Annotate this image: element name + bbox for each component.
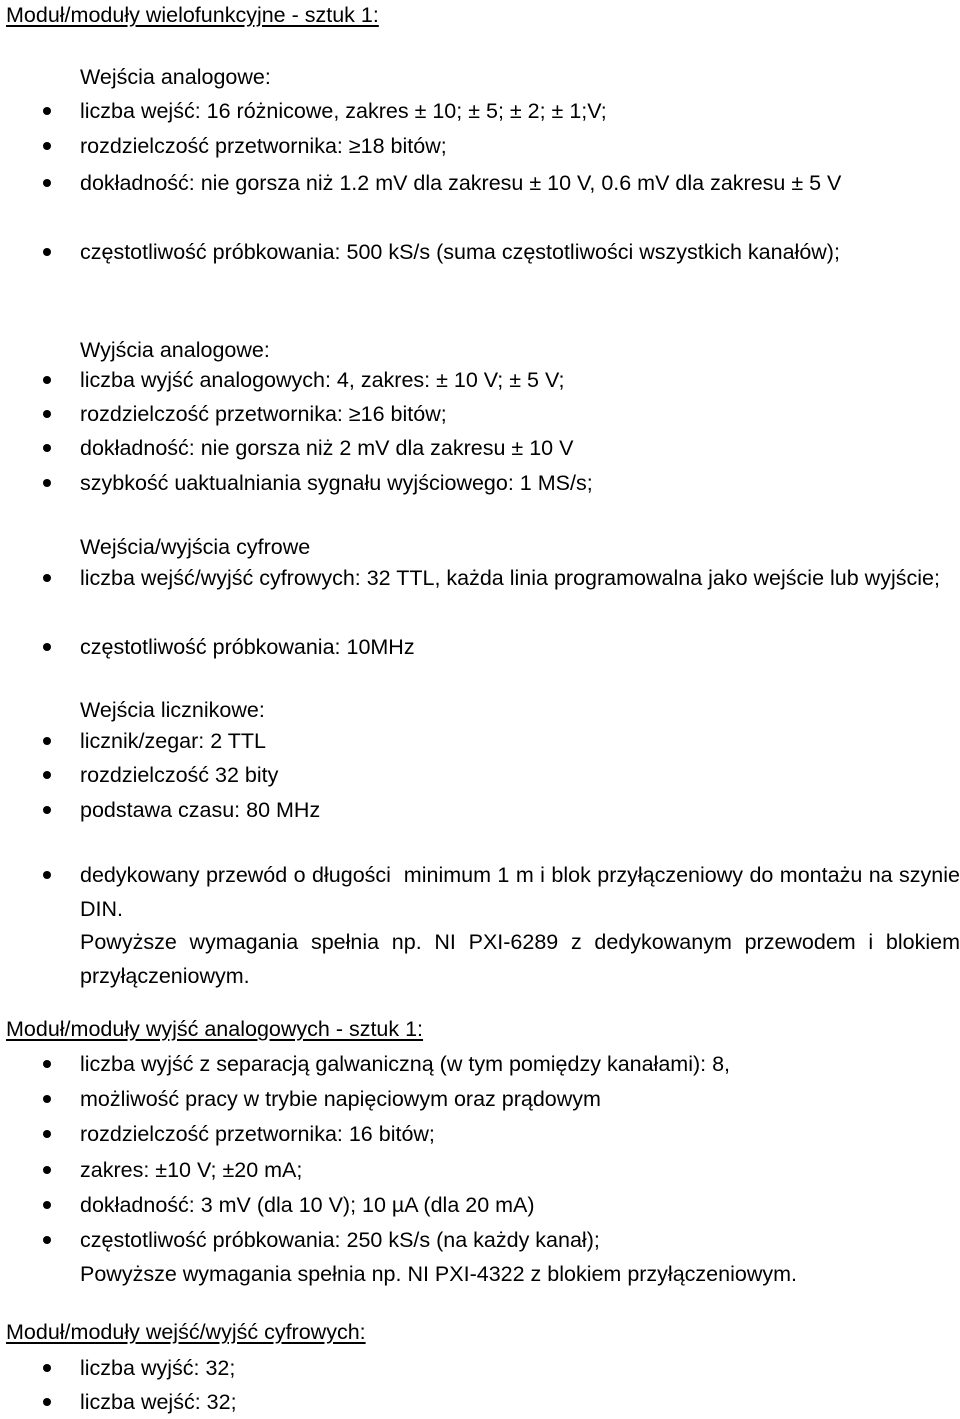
subheading-digital-io: Wejścia/wyjścia cyfrowe — [80, 535, 311, 559]
list-item: liczba wyjść analogowych: 4, zakres: ± 10 V; ± 5 V; — [80, 363, 960, 397]
list-item: rozdzielczość przetwornika: ≥16 bitów; — [80, 397, 960, 431]
note-multifunction: Powyższe wymagania spełnia np. NI PXI-6289 z dedykowanym przewodem i blokiem przyłączeniowym. — [80, 930, 960, 988]
section-heading-multifunction: Moduł/moduły wielofunkcyjne - sztuk 1: — [6, 3, 379, 27]
list-item: rozdzielczość 32 bity — [80, 758, 960, 792]
list-item-cable: dedykowany przewód o długości minimum 1 m i blok przyłączeniowy do montażu na szynie DIN. — [80, 858, 960, 926]
list-item: liczba wejść: 16 różnicowe, zakres ± 10; ± 5; ± 2; ± 1;V; — [80, 94, 960, 128]
list-item: zakres: ±10 V; ±20 mA; — [80, 1153, 960, 1187]
list-item: liczba wejść: 32; — [80, 1385, 960, 1419]
list-item: licznik/zegar: 2 TTL — [80, 724, 960, 758]
list-item: dokładność: nie gorsza niż 1.2 mV dla zakresu ± 10 V, 0.6 mV dla zakresu ± 5 V — [80, 166, 960, 200]
list-item: dokładność: nie gorsza niż 2 mV dla zakresu ± 10 V — [80, 431, 960, 465]
subheading-analog-inputs: Wejścia analogowe: — [80, 65, 271, 89]
section-heading-analog-outputs: Moduł/moduły wyjść analogowych - sztuk 1: — [6, 1017, 424, 1041]
list-item: szybkość uaktualniania sygnału wyjściowego: 1 MS/s; — [80, 466, 960, 500]
list-item: liczba wyjść: 32; — [80, 1351, 960, 1385]
list-item: częstotliwość próbkowania: 10MHz — [80, 630, 960, 664]
list-item: rozdzielczość przetwornika: ≥18 bitów; — [80, 129, 960, 163]
list-item: rozdzielczość przetwornika: 16 bitów; — [80, 1117, 960, 1151]
list-item: częstotliwość próbkowania: 250 kS/s (na każdy kanał); — [80, 1223, 960, 1257]
list-item: liczba wejść/wyjść cyfrowych: 32 TTL, każda linia programowalna jako wejście lub wyjście; — [80, 561, 960, 595]
list-item: podstawa czasu: 80 MHz — [80, 793, 960, 827]
note-analog-outputs: Powyższe wymagania spełnia np. NI PXI-4322 z blokiem przyłączeniowym. — [80, 1262, 797, 1286]
list-item: liczba wyjść z separacją galwaniczną (w tym pomiędzy kanałami): 8, — [80, 1047, 960, 1081]
subheading-counter-inputs: Wejścia licznikowe: — [80, 698, 265, 722]
list-item: możliwość pracy w trybie napięciowym oraz prądowym — [80, 1082, 960, 1116]
list-item: częstotliwość próbkowania: 500 kS/s (suma częstotliwości wszystkich kanałów); — [80, 235, 960, 269]
subheading-analog-outputs: Wyjścia analogowe: — [80, 338, 270, 362]
section-heading-digital-io: Moduł/moduły wejść/wyjść cyfrowych: — [6, 1320, 366, 1344]
list-item: dokładność: 3 mV (dla 10 V); 10 µA (dla 20 mA) — [80, 1188, 960, 1222]
